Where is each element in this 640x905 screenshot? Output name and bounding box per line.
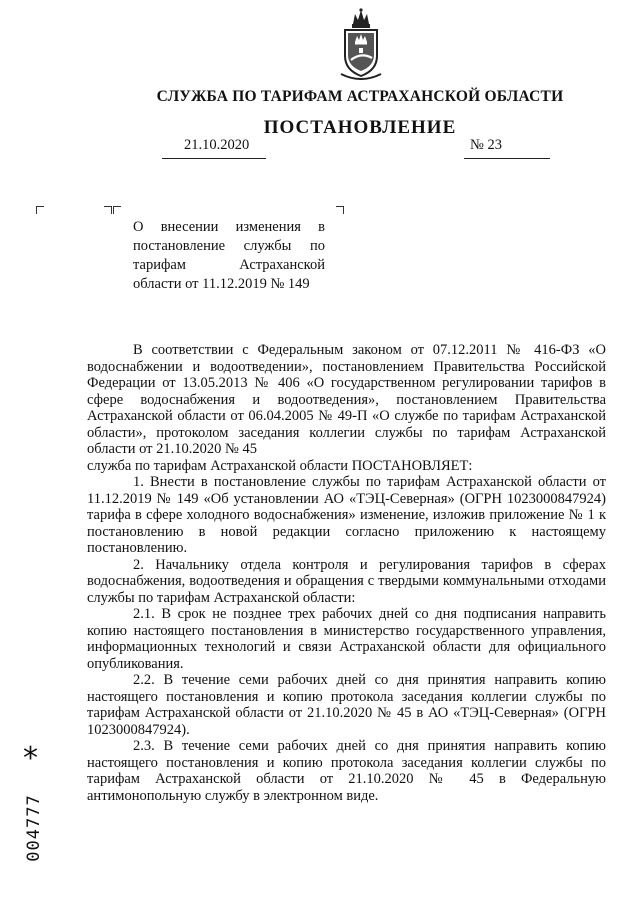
registration-stamp bbox=[22, 770, 46, 890]
number-underline bbox=[464, 158, 550, 159]
clause-1: 1. Внести в постановление службы по тарифам Астраханской области от 11.12.2019 № 149 «Об установлении АО «ТЭЦ-Северная» (ОГРН 1023000847924) тарифа в сфере холодного водоснабжения» изменение, изложив приложение № 1 к постановлению в новой редакции согласно приложению к настоящему постановлению. bbox=[87, 474, 606, 556]
document-number: № 23 bbox=[470, 137, 502, 153]
decree-line: служба по тарифам Астраханской области ПОСТАНОВЛЯЕТ: bbox=[87, 457, 473, 474]
subject-line: области от 11.12.2019 № 149 bbox=[133, 276, 310, 292]
document-date: 21.10.2020 bbox=[184, 137, 250, 153]
corner-mark-left-inner bbox=[104, 206, 112, 214]
subject-line: постановление службы по bbox=[133, 238, 325, 254]
clause-2-2: 2.2. В течение семи рабочих дней со дня принятия направить копию настоящего постановления и копию протокола заседания коллегии службы по тарифам Астраханской области от 21.10.2020 № 45 в АО «ТЭЦ-Северная» (ОГРН 1023000847924). bbox=[87, 672, 606, 738]
preamble-paragraph: В соответствии с Федеральным законом от 07.12.2011 № 416-ФЗ «О водоснабжении и водоотведении», постановлением Правительства Российской Федерации от 13.05.2013 № 406 «О государственном регулировании тарифов в сфере водоснабжения и водоотведения», постановлением Правительства Астраханской области от 06.04.2005 № 49-П «О службе по тарифам Астраханской области», протоколом заседания коллегии службы по тарифам Астраханской области от 21.10.2020 № 45 bbox=[87, 342, 606, 457]
corner-mark-left bbox=[36, 206, 44, 214]
clause-2: 2. Начальнику отдела контроля и регулирования тарифов в сферах водоснабжения, водоотведения и обращения с твердыми коммунальными отходами службы по тарифам Астраханской области: bbox=[87, 556, 606, 606]
registration-number: 004777 bbox=[24, 794, 44, 862]
clause-2-3: 2.3. В течение семи рабочих дней со дня принятия направить копию настоящего постановления и копию протокола заседания коллегии службы по тарифам Астраханской области от 21.10.2020 № 45 в Федеральную антимонопольную службу в электронном виде. bbox=[87, 738, 606, 804]
stamp-asterisk: * bbox=[23, 741, 38, 776]
subject-line: О внесении изменения в bbox=[133, 219, 325, 235]
document-subject bbox=[133, 218, 325, 294]
clause-2-1: 2.1. В срок не позднее трех рабочих дней со дня подписания направить копию настоящего постановления в министерство государственного управления, информационных технологий и связи Астраханской области для официального опубликования. bbox=[87, 606, 606, 672]
corner-mark-subject-right bbox=[336, 206, 344, 214]
document-type: ПОСТАНОВЛЕНИЕ bbox=[263, 117, 457, 138]
date-underline bbox=[162, 158, 266, 159]
corner-mark-subject-left bbox=[113, 206, 121, 214]
agency-name: СЛУЖБА ПО ТАРИФАМ АСТРАХАНСКОЙ ОБЛАСТИ bbox=[156, 88, 564, 105]
coat-of-arms-icon bbox=[339, 8, 383, 80]
document-body bbox=[87, 342, 606, 804]
subject-line: тарифам Астраханской bbox=[133, 257, 325, 273]
